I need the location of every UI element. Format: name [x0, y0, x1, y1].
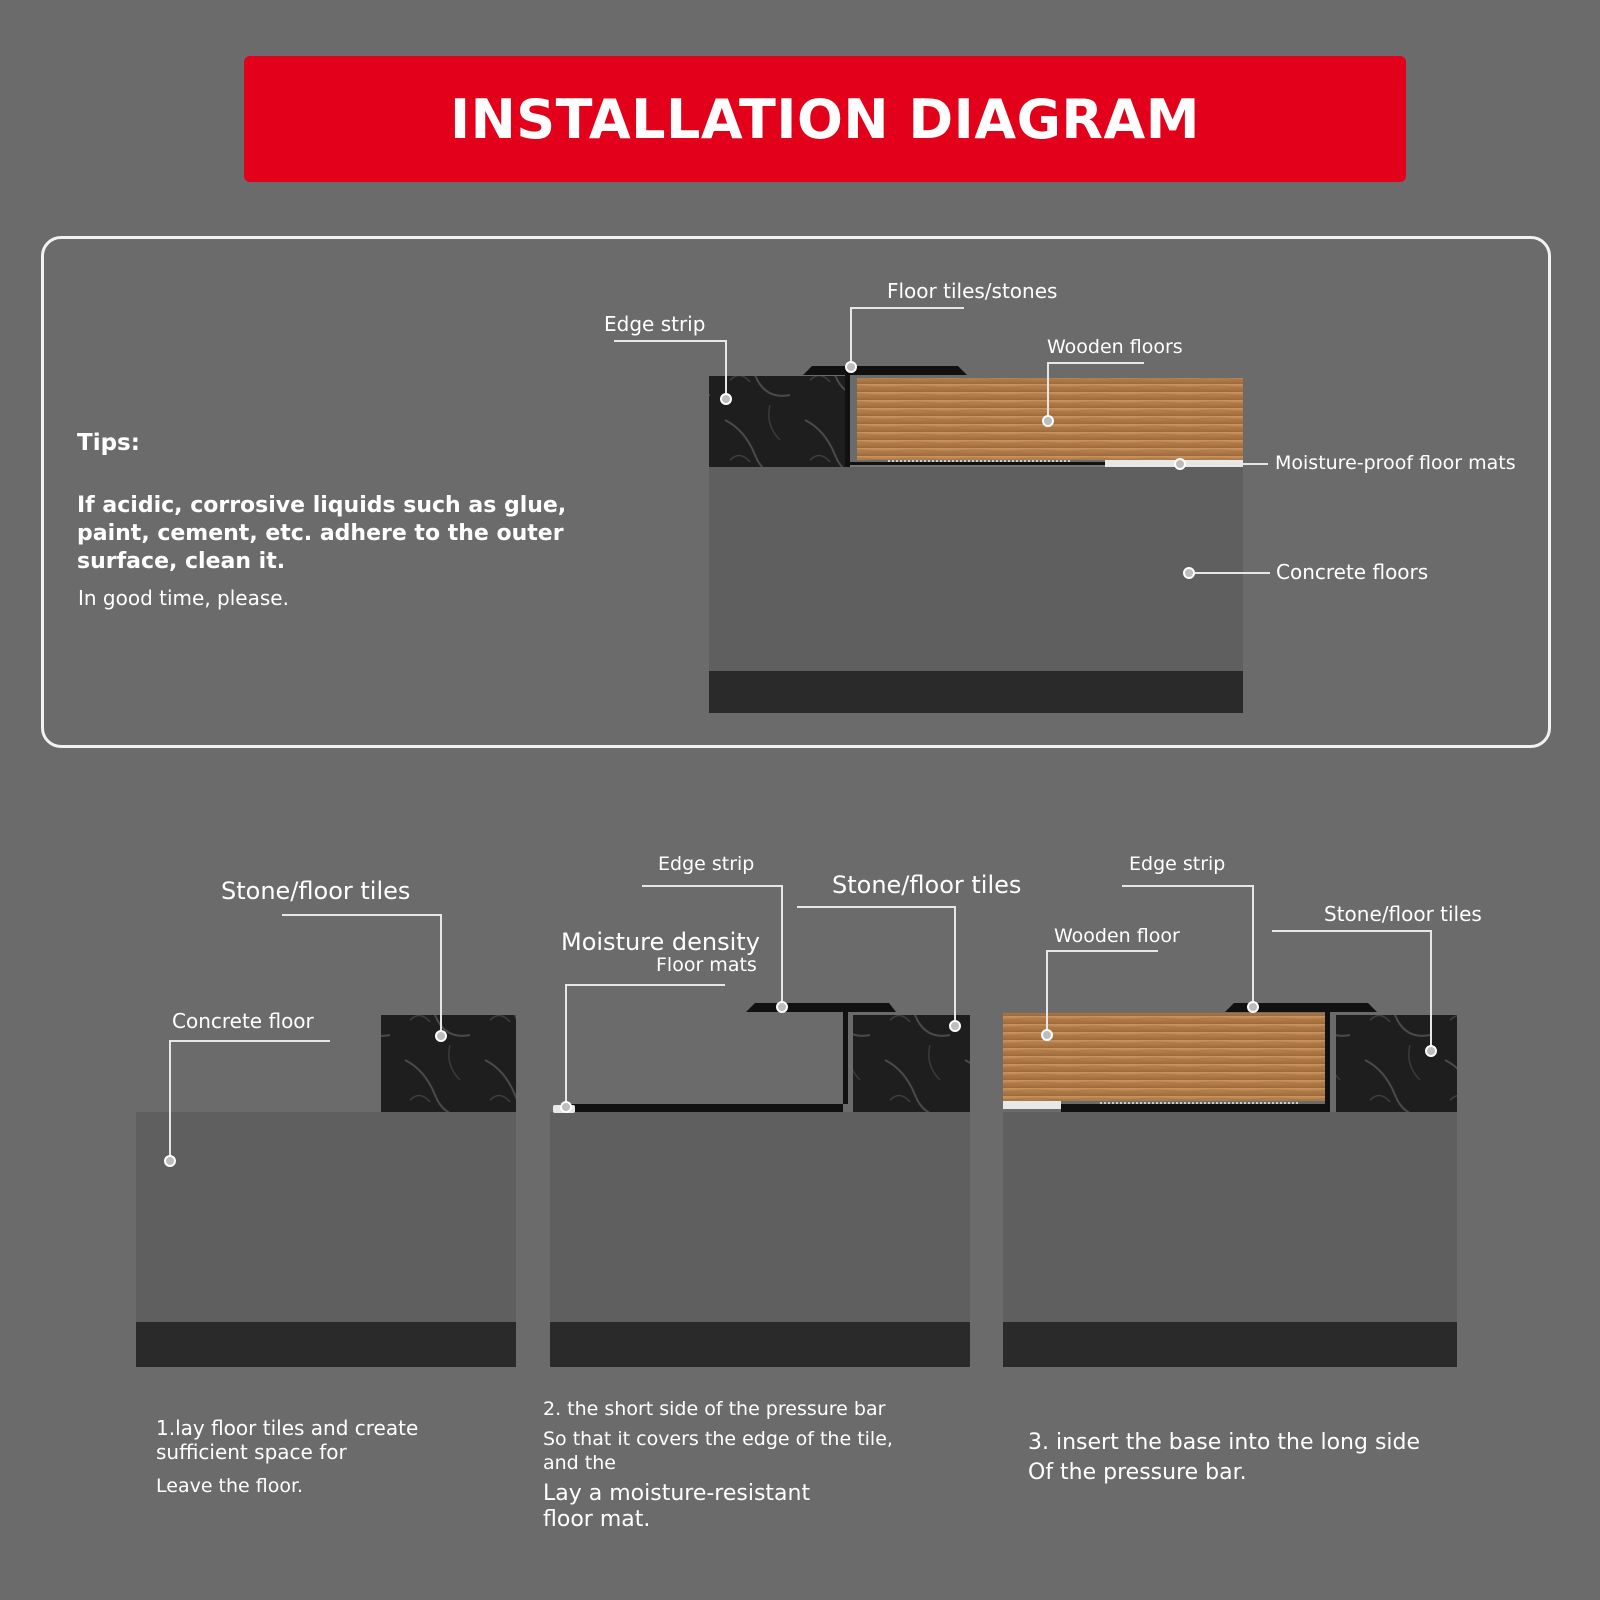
step2-edge-strip-cap	[746, 1003, 896, 1012]
step2-label-floor-mats: Floor mats	[656, 954, 757, 976]
label-moisture-mats: Moisture-proof floor mats	[1275, 452, 1516, 474]
main-edge-strip-cap	[803, 366, 967, 375]
step3-moisture-mat	[1003, 1101, 1061, 1109]
step2-cross-section	[550, 1003, 970, 1367]
label-floor-tiles: Floor tiles/stones	[887, 279, 1058, 303]
step3-label-stone-tiles: Stone/floor tiles	[1324, 902, 1482, 926]
step1-label-stone-tiles: Stone/floor tiles	[221, 877, 411, 905]
step2-caption-line4: Lay a moisture-resistant	[543, 1481, 811, 1506]
main-stone-tile	[709, 376, 845, 467]
step3-wooden-floor	[1003, 1013, 1325, 1101]
step1-caption-line1: 1.lay floor tiles and create	[156, 1416, 419, 1440]
label-edge-strip: Edge strip	[604, 312, 706, 336]
tips-note: In good time, please.	[78, 586, 289, 610]
step1-caption	[156, 1416, 516, 1498]
step3-caption-line1: 3. insert the base into the long side	[1028, 1430, 1421, 1455]
step2-caption	[543, 1397, 943, 1533]
step1-stone-tile	[381, 1015, 516, 1112]
step3-label-wooden-floor: Wooden floor	[1054, 925, 1180, 947]
step2-edge-strip-base	[560, 1012, 848, 1112]
step3-stone-tile	[1336, 1015, 1457, 1112]
step3-caption-line2: Of the pressure bar.	[1028, 1460, 1247, 1485]
step1-caption-line2: sufficient space for	[156, 1440, 347, 1464]
step1-caption-line3: Leave the floor.	[156, 1475, 304, 1497]
step1-label-concrete-floor: Concrete floor	[172, 1009, 314, 1033]
label-concrete-floors: Concrete floors	[1276, 560, 1429, 584]
step2-label-edge-strip: Edge strip	[658, 853, 755, 875]
step3-cross-section	[1003, 1003, 1457, 1367]
page-title: INSTALLATION DIAGRAM	[450, 87, 1200, 151]
leader-floor-tiles	[851, 308, 964, 367]
tips-heading: Tips:	[77, 430, 140, 456]
step2-caption-line2: So that it covers the edge of the tile,	[543, 1428, 893, 1450]
step1-cross-section	[136, 1015, 516, 1367]
main-base-layer	[709, 671, 1243, 713]
step2-label-moisture-density: Moisture density	[561, 928, 760, 956]
tips-body: If acidic, corrosive liquids such as glue, paint, cement, etc. adhere to the outer surface, clean it.	[77, 493, 567, 574]
main-cross-section	[709, 366, 1243, 713]
step2-caption-line5: floor mat.	[543, 1507, 651, 1532]
step2-caption-line1: 2. the short side of the pressure bar	[543, 1398, 886, 1420]
main-concrete-slab	[709, 467, 1243, 671]
label-wooden-floors: Wooden floors	[1047, 336, 1183, 358]
step2-label-stone-tiles: Stone/floor tiles	[832, 871, 1022, 899]
step3-label-edge-strip: Edge strip	[1129, 853, 1226, 875]
step2-caption-line3: and the	[543, 1452, 616, 1474]
step3-caption	[1028, 1428, 1448, 1488]
